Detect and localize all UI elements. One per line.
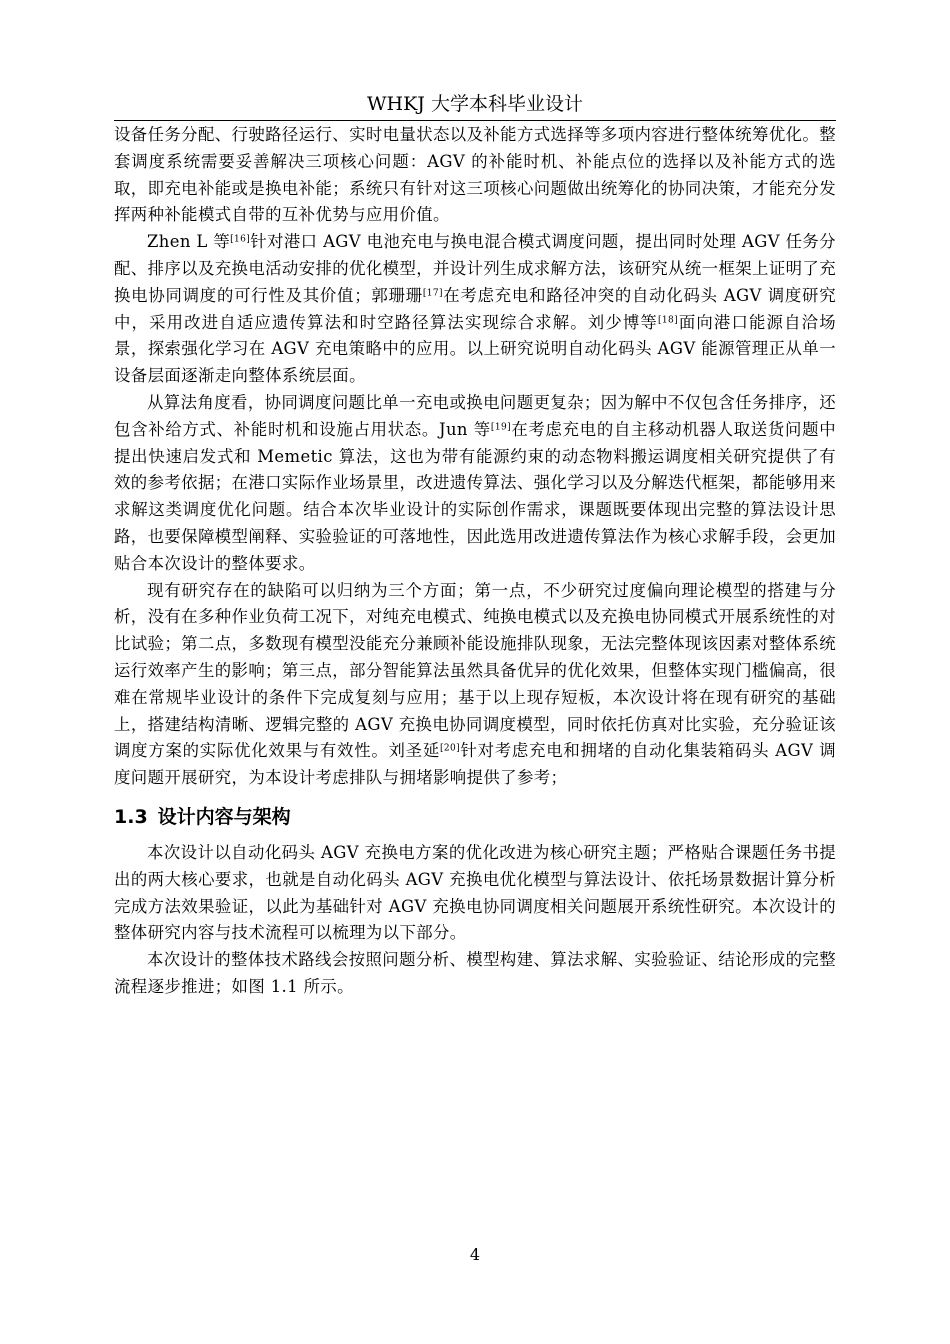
document-body: [114, 122, 836, 1001]
citation-ref-20[interactable]: [20]: [440, 743, 461, 754]
paragraph-text: 在考虑充电和路径冲突的自动化码头 AGV 调度研究中，采用改进自适应遗传算法和时空路径算法实现综合求解。刘少博等: [114, 285, 836, 332]
paragraph-text: 设备任务分配、行驶路径运行、实时电量状态以及补能方式选择等多项内容进行整体统筹优化。整套调度系统需要妥善解决三项核心问题：AGV 的补能时机、补能点位的选择以及补能方式的选取，即充电补能或是换电补能；系统只有针对这三项核心问题做出统筹化的协同决策，才能充分发挥两种补能模式自带的互补优势与应用价值。: [114, 125, 836, 225]
paragraph-literature-review: [114, 229, 836, 390]
citation-ref-19[interactable]: [19]: [490, 422, 511, 433]
section-heading: [114, 804, 836, 830]
running-header: WHKJ 大学本科毕业设计: [367, 93, 583, 115]
citation-ref-17[interactable]: [17]: [422, 288, 443, 299]
paragraph-technical-route: 本次设计的整体技术路线会按照问题分析、模型构建、算法求解、实验验证、结论形成的完整流程逐步推进；如图 1.1 所示。: [114, 950, 836, 996]
paragraph-text: 面向港口能源自洽场景，探索强化学习在 AGV 充电策略中的应用。以上研究说明自动化码头 AGV 能源管理正从单一设备层面逐渐走向整体系统层面。: [114, 312, 836, 386]
paragraph-research-gaps: [114, 578, 836, 792]
paragraph-text: 针对港口 AGV 电池充电与换电混合模式调度问题，提出同时处理 AGV 任务分配、排序以及充换电活动安排的优化模型，并设计列生成求解方法，该研究从统一框架上证明了充换电协同调度的可行性及其价值；郭珊珊: [114, 232, 836, 305]
header-rule: [114, 120, 836, 121]
section-title: 设计内容与架构: [157, 805, 291, 828]
paragraph-text: 在考虑充电的自主移动机器人取送货问题中提出快速启发式和 Memetic 算法，这也为带有能源约束的动态物料搬运调度相关研究提供了有效的参考依据；在港口实际作业场景里，改进遗传算法、强化学习以及分解迭代框架，都能够用来求解这类调度优化问题。结合本次毕业设计的实际创作需求，课题既要体现出完整的算法设计思路，也要保障模型阐释、实验验证的可落地性，因此选用改进遗传算法作为核心求解手段，会更加贴合本次设计的整体要求。: [114, 419, 836, 573]
paragraph-design-content: 本次设计以自动化码头 AGV 充换电方案的优化改进为核心研究主题；严格贴合课题任务书提出的两大核心要求，也就是自动化码头 AGV 充换电优化模型与算法设计、依托场景数据计算分析完成方法效果验证，以此为基础针对 AGV 充换电协同调度相关问题展开系统性研究。本次设计的整体研究内容与技术流程可以梳理为以下部分。: [114, 842, 836, 943]
paragraph-text: Zhen L 等: [147, 232, 231, 252]
paragraph-text: 现有研究存在的缺陷可以归纳为三个方面；第一点，不少研究过度偏向理论模型的搭建与分析，没有在多种作业负荷工况下，对纯充电模式、纯换电模式以及充换电协同模式开展系统性的对比试验；第二点，多数现有模型没能充分兼顾补能设施排队现象，无法完整体现该因素对整体系统运行效率产生的影响；第三点，部分智能算法虽然具备优异的优化效果，但整体实现门槛偏高，很难在常规毕业设计的条件下完成复刻与应用；基于以上现存短板，本次设计将在现有研究的基础上，搭建结构清晰、逻辑完整的 AGV 充换电协同调度模型，同时依托仿真对比实验，充分验证该调度方案的实际优化效果与有效性。刘圣延: [114, 580, 836, 761]
paragraph-algorithm-view: [114, 390, 836, 578]
paragraph-text: 从算法角度看，协同调度问题比单一充电或换电问题更复杂；因为解中不仅包含任务排序，还包含补给方式、补能时机和设施占用状态。Jun 等: [114, 392, 836, 439]
section-number: 1.3: [114, 805, 148, 828]
citation-ref-16[interactable]: [16]: [230, 234, 251, 245]
paragraph-text: 针对考虑充电和拥堵的自动化集装箱码头 AGV 调度问题开展研究，为本设计考虑排队与拥堵影响提供了参考；: [114, 741, 836, 788]
page-number: 4: [469, 1245, 481, 1264]
citation-ref-18[interactable]: [18]: [657, 315, 679, 326]
paragraph-continuation: [114, 122, 836, 229]
